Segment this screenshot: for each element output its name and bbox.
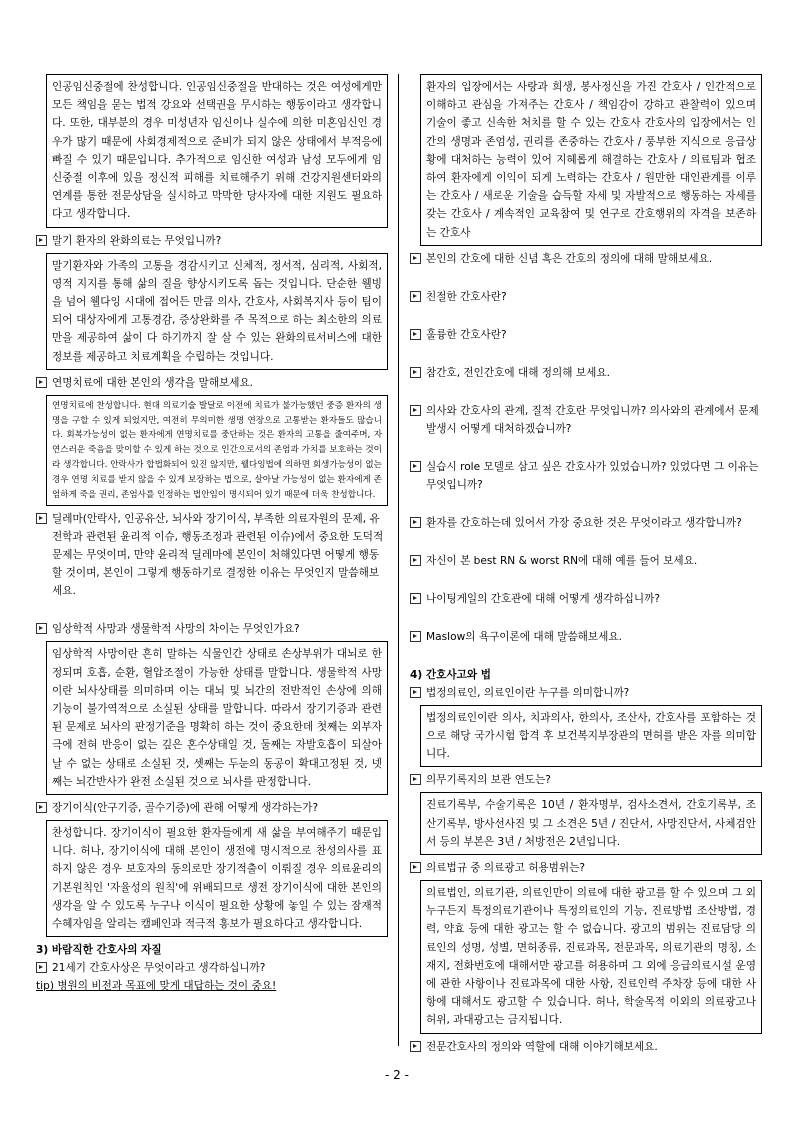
question-text: 장기이식(안구기증, 골수기증)에 관해 어떻게 생각하는가? — [52, 802, 319, 815]
question-text: 친절한 간호사란? — [426, 290, 507, 303]
play-icon — [410, 1041, 421, 1052]
answer-box-record-retention: 진료기록부, 수술기록은 10년 / 환자명부, 검사소견서, 간호기록부, 조산기록부, 방사선사진 및 그 소견은 5년 / 진단서, 사망진단서, 사체검안서 등의 부본은 3년 / 처방전은 2년입니다. — [420, 792, 762, 855]
question-nightingale — [410, 590, 762, 608]
question-text: Maslow의 욕구이론에 대해 말씀해보세요. — [426, 630, 622, 643]
question-text: 말기 환자의 완화의료는 무엇입니까? — [52, 234, 222, 247]
question-text: 실습시 role 모델로 삼고 싶은 간호사가 있었습니까? 있었다면 그 이유는 무엇입니까? — [426, 460, 759, 491]
play-icon — [410, 291, 421, 302]
question-text: 환자를 간호하는데 있어서 가장 중요한 것은 무엇이라고 생각합니까? — [426, 516, 742, 529]
question-palliative-care — [36, 232, 388, 250]
question-text: 나이팅게일의 간호관에 대해 어떻게 생각하십니까? — [426, 592, 660, 605]
question-life-sustaining — [36, 374, 388, 392]
question-text: 의사와 간호사의 관계, 질적 간호란 무엇입니까? 의사와의 관계에서 문제발생시 어떻게 대처하겠습니까? — [426, 404, 759, 435]
play-icon — [410, 367, 421, 378]
left-column — [36, 74, 388, 995]
answer-box-organ-transplant: 찬성합니다. 장기이식이 필요한 환자들에게 새 삶을 부여해주기 때문입니다. 허나, 장기이식에 대해 본인이 생전에 명시적으로 찬성의사를 표하지 않은 경우 보호자의 동의로만 장기적출이 이뤄질 경우 의료윤리의 기본원칙인 '자율성의 원칙'에 위배되므로 생전 장기이식에 대한 본인의 생각을 알 수 있도록 누구나 이식이 필요한 상황에 놓일 수 있는 잠재적 수혜자임을 알리는 캠페인과 적극적 홍보가 필요하다고 생각합니다. — [46, 820, 388, 937]
question-most-important — [410, 514, 762, 532]
section-heading-nursing-law: 4) 간호사고와 법 — [410, 668, 491, 681]
question-text: 전문간호사의 정의와 역할에 대해 이야기해보세요. — [426, 1040, 658, 1053]
question-text: 참간호, 전인간호에 대해 정의해 보세요. — [426, 366, 610, 379]
question-kind-nurse — [410, 288, 762, 306]
question-dilemma — [36, 510, 388, 600]
answer-box-palliative-care: 말기환자와 가족의 고통을 경감시키고 신체적, 정서적, 심리적, 사회적, 영적 지지를 통해 삶의 질을 향상시키도록 돕는 것입니다. 단순한 웰빙을 넘어 웰다잉 시대에 접어든 만큼 의사, 간호사, 사회복지사 등이 팀이 되어 대상자에게 고통경감, 증상완화를 주 목적으로 하는 최소한의 의료만을 제공하여 삶이 다 하기까지 잘 살 수 있는 완화의료서비스에 대한 정보를 제공하고 치료계획을 수립하는 것입니다. — [46, 253, 388, 370]
play-icon — [36, 962, 47, 973]
question-role-model — [410, 458, 762, 494]
play-icon — [410, 555, 421, 566]
play-icon — [410, 253, 421, 264]
question-text: 임상학적 사망과 생물학적 사망의 차이는 무엇인가요? — [52, 623, 300, 636]
answer-box-life-sustaining: 연명치료에 찬성합니다. 현대 의료기술 발달로 이전에 치료가 불가능했던 중증 환자의 생명을 구할 수 있게 되었지만, 여전히 무의미한 생명 연장으로 고통받는 환자들도 많습니다. 회복가능성이 없는 환자에게 연명치료를 중단하는 것은 환자의 고통을 줄여주며, 자연스러운 죽음을 맞이할 수 있게 하는 것으로 인간으로서의 존엄과 가치를 보호하는 것이라 생각합니다. 안락사가 합법화되어 있진 않지만, 웰다잉법에 의하면 회생가능성이 없는 경우 연명 치료를 받지 않을 수 있게 보장하는 법으로, 살아날 가능성이 없는 환자에게 존엄하게 죽을 권리, 존엄사를 인정하는 법안임이 명시되어 있기 때문에 더욱 찬성합니다. — [46, 395, 388, 507]
play-icon — [36, 623, 47, 634]
question-21c-nurse — [36, 959, 388, 977]
question-text: 본인의 간호에 대한 신념 혹은 간호의 정의에 대해 말해보세요. — [426, 252, 713, 265]
question-doctor-relation — [410, 402, 762, 438]
play-icon — [410, 631, 421, 642]
play-icon — [410, 461, 421, 472]
question-text: 21세기 간호사상은 무엇이라고 생각하십니까? — [52, 962, 266, 975]
page-number: - 2 - — [385, 1068, 409, 1082]
question-text: 자신이 본 best RN & worst RN에 대해 예를 들어 보세요. — [426, 554, 698, 567]
question-text: 딜레마(안락사, 인공유산, 뇌사와 장기이식, 부족한 의료자원의 문제, 유전학과 관련된 윤리적 이슈, 행동조정과 관련된 이슈)에서 중요한 도덕적 문제는 무엇이며, 만약 윤리적 딜레마에 본인이 처해있다면 어떻게 행동할 것이며, 본인이 그렇게 행동하기로 결정한 이유는 무엇인지 말씀해보세요. — [52, 513, 384, 598]
question-text: 연명치료에 대한 본인의 생각을 말해보세요. — [52, 376, 254, 389]
question-great-nurse — [410, 326, 762, 344]
question-text: 훌륭한 간호사란? — [426, 328, 507, 341]
question-record-retention — [410, 771, 762, 789]
question-medical-personnel — [410, 684, 762, 702]
answer-box-nurse-image: 환자의 입장에서는 사랑과 희생, 봉사정신을 가진 간호사 / 인간적으로 이해하고 관심을 가져주는 간호사 / 책임감이 강하고 관찰력이 있으며 기술이 좋고 신속한 처치를 할 수 있는 간호사 간호사의 입장에서는 인간의 생명과 존엄성, 권리를 존중하는 간호사 / 풍부한 지식으로 응급상황에 대처하는 능력이 있어 지혜롭게 해결하는 간호사 / 의료팀과 협조하여 환자에게 이익이 되게 노력하는 간호사 / 원만한 대인관계를 이루는 간호사 / 새로운 기술을 습득할 자세 및 자발적으로 행동하는 자세를 갖는 간호사 / 계속적인 교육참여 및 연구로 간호행위의 자격을 보존하는 간호사 — [420, 74, 762, 246]
section-heading-nurse-qualities: 3) 바람직한 간호사의 자질 — [36, 944, 162, 957]
column-divider — [398, 74, 399, 1046]
right-column — [410, 74, 762, 1059]
play-icon — [410, 517, 421, 528]
question-holistic-care — [410, 364, 762, 382]
tip-note: tip) 병원의 비전과 목표에 맞게 대답하는 것이 중요! — [36, 980, 277, 993]
play-icon — [36, 802, 47, 813]
play-icon — [410, 687, 421, 698]
question-death-types — [36, 620, 388, 638]
play-icon — [410, 593, 421, 604]
answer-box-death-types: 임상학적 사망이란 흔히 말하는 식물인간 상태로 손상부위가 대뇌로 한정되며 호흡, 순환, 혈압조절이 가능한 상태를 말합니다. 생물학적 사망이란 뇌사상태를 의미하며 이는 대뇌 및 뇌간의 전반적인 손상에 의해 기능이 불가역적으로 소실된 상태를 말합니다. 따라서 장기기증과 관련된 문제로 뇌사의 판정기준을 명확히 하는 것이 중요한데 첫째는 외부자극에 전혀 반응이 없는 깊은 혼수상태일 것, 둘째는 자발호흡이 되살아날 수 없는 상태로 소실된 것, 셋째는 두눈의 동공이 확대고정된 것, 넷째는 뇌간반사가 완전 소실된 것으로 뇌사를 판정합니다. — [46, 641, 388, 795]
answer-box-medical-ads: 의료법인, 의료기관, 의료인만이 의료에 대한 광고를 할 수 있으며 그 외 누구든지 특정의료기관이나 특정의료인의 기능, 진료방법 조산방법, 경력, 약효 등에 대한 광고는 할 수 없습니다. 광고의 범위는 진료담당 의료인의 성명, 성별, 면허종류, 진료과목, 전문과목, 의료기관의 명칭, 소재지, 전화번호에 대해서만 광고를 허용하며 그 외에 응급의료시설 운영에 관한 사항이나 진료과목에 대한 사항, 진료인력 주차장 등에 대한 사항에 대해서도 광고할 수 있습니다. 허나, 학술목적 이외의 의료광고나 허위, 과대광고는 금지됩니다. — [420, 880, 762, 1034]
answer-box-medical-personnel: 법정의료인이란 의사, 치과의사, 한의사, 조산사, 간호사를 포함하는 것으로 해당 국가시험 합격 후 보건복지부장관의 면허를 받은 자를 의미합니다. — [420, 705, 762, 768]
play-icon — [36, 377, 47, 388]
play-icon — [410, 405, 421, 416]
question-maslow — [410, 628, 762, 646]
play-icon — [410, 329, 421, 340]
question-organ-transplant — [36, 799, 388, 817]
question-text: 법정의료인, 의료인이란 누구를 의미합니까? — [426, 686, 630, 699]
question-text: 의료법규 중 의료광고 허용범위는? — [426, 862, 585, 875]
question-medical-ads — [410, 859, 762, 877]
question-nursing-belief — [410, 250, 762, 268]
answer-box-abortion: 인공임신중절에 찬성합니다. 인공임신중절을 반대하는 것은 여성에게만 모든 책임을 묻는 법적 강요와 선택권을 무시하는 행동이라고 생각합니다. 또한, 대부분의 경우 미성년자 임신이나 실수에 의한 미혼임신인 경우가 많기 때문에 사회경제적으로 준비가 되지 않은 상태에서 부적응에 빠질 수 있기 때문입니다. 추가적으로 임신한 여성과 남성 모두에게 임신중절 이후에 있을 정신적 피해를 치료해주기 위해 건강지원센터와의 연계를 통한 전문상담을 실시하고 막막한 당사자에 대한 지원도 필요하다고 생각합니다. — [46, 74, 388, 228]
question-specialist-nurse — [410, 1038, 762, 1056]
question-text: 의무기록지의 보관 연도는? — [426, 774, 551, 787]
play-icon — [410, 774, 421, 785]
question-best-worst-rn — [410, 552, 762, 570]
play-icon — [410, 862, 421, 873]
play-icon — [36, 513, 47, 524]
play-icon — [36, 235, 47, 246]
